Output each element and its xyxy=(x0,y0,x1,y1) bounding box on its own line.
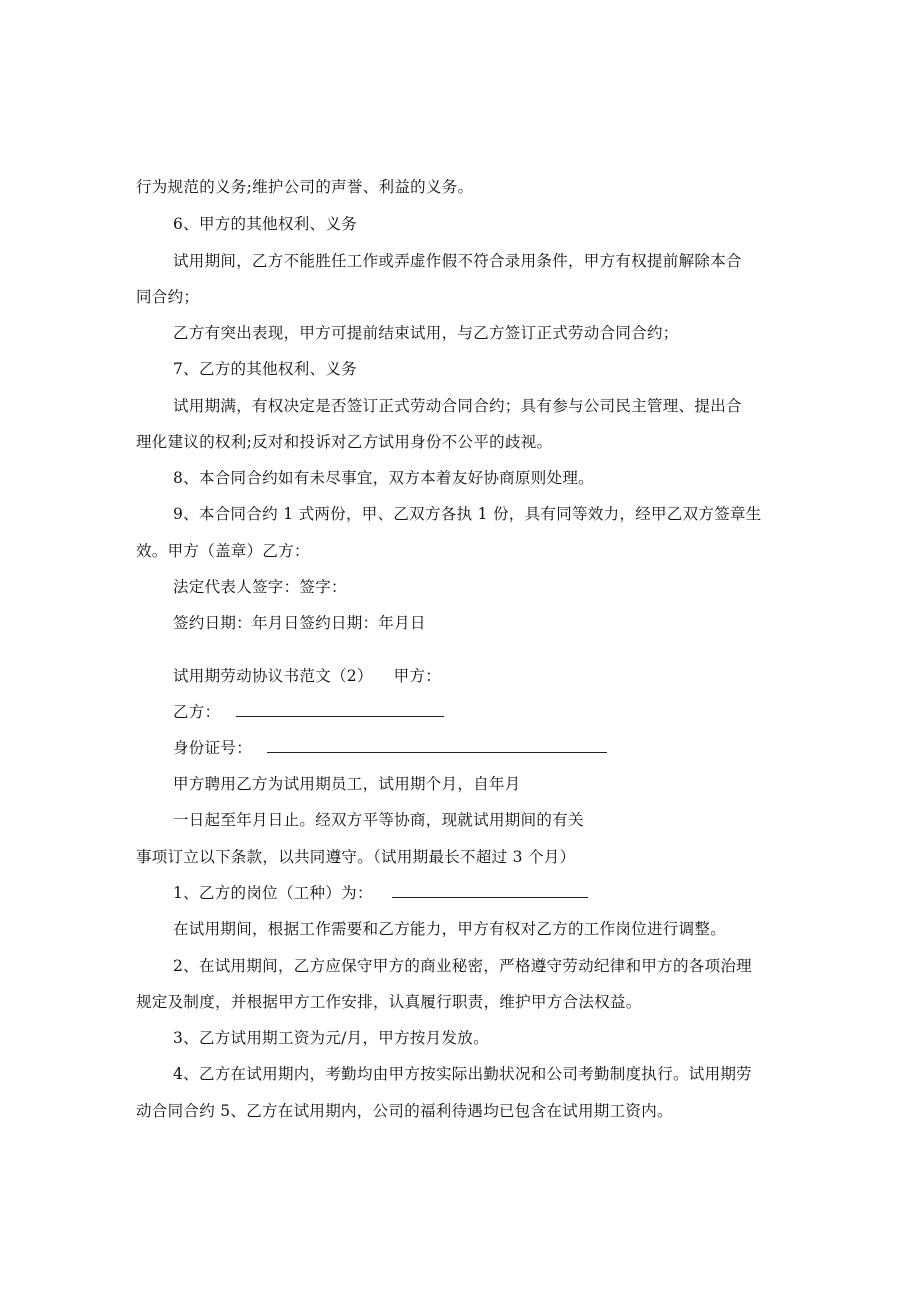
section-title: 试用期劳动协议书范文（2） 甲方： xyxy=(173,667,442,685)
text-line: 甲方聘用乙方为试用期员工，试用期个月，自年月 xyxy=(173,775,521,793)
text-line: 3、乙方试用期工资为元/月，甲方按月发放。 xyxy=(173,1029,489,1047)
text-line: 一日起至年月日止。经双方平等协商，现就试用期间的有关 xyxy=(173,811,584,829)
section-heading: 7、乙方的其他权利、义务 xyxy=(173,360,357,378)
text-line: 签约日期：年月日签约日期：年月日 xyxy=(173,614,426,632)
text-line: 行为规范的义务;维护公司的声誉、利益的义务。 xyxy=(136,178,474,196)
text-line: 9、本合同合约 1 式两份，甲、乙双方各执 1 份，具有同等效力，经甲乙双方签章生 xyxy=(173,505,762,523)
position-blank xyxy=(392,882,588,898)
section-heading: 6、甲方的其他权利、义务 xyxy=(173,215,357,233)
text-line: 试用期间，乙方不能胜任工作或弄虚作假不符合录用条件，甲方有权提前解除本合 xyxy=(173,252,742,270)
id-number-blank xyxy=(267,737,607,753)
text-line: 效。甲方（盖章）乙方： xyxy=(136,542,310,560)
text-line: 规定及制度，并根据甲方工作安排，认真履行职责，维护甲方合法权益。 xyxy=(136,993,642,1011)
text-line: 2、在试用期间，乙方应保守甲方的商业秘密，严格遵守劳动纪律和甲方的各项治理 xyxy=(173,957,752,975)
text-line: 8、本合同合约如有未尽事宜，双方本着友好协商原则处理。 xyxy=(173,469,594,487)
position-label: 1、乙方的岗位（工种）为： xyxy=(173,884,373,902)
position-row xyxy=(173,882,588,904)
text-line: 试用期满，有权决定是否签订正式劳动合同合约；具有参与公司民主管理、提出合 xyxy=(173,397,742,415)
text-line: 动合同合约 5、乙方在试用期内，公司的福利待遇均已包含在试用期工资内。 xyxy=(136,1102,673,1120)
id-number-row xyxy=(173,737,607,759)
text-line: 理化建议的权利;反对和投诉对乙方试用身份不公平的歧视。 xyxy=(136,433,553,451)
text-line: 同合约； xyxy=(136,288,200,306)
text-line: 事项订立以下条款，以共同遵守。（试用期最长不超过 3 个月） xyxy=(136,848,576,866)
text-line: 法定代表人签字：签字： xyxy=(173,578,347,596)
id-number-label: 身份证号： xyxy=(173,739,253,757)
party-b-blank xyxy=(236,701,444,717)
text-line: 在试用期间，根据工作需要和乙方能力，甲方有权对乙方的工作岗位进行调整。 xyxy=(173,920,727,938)
party-b-row xyxy=(173,701,444,723)
party-b-label: 乙方： xyxy=(173,703,221,721)
text-line: 乙方有突出表现，甲方可提前结束试用，与乙方签订正式劳动合同合约； xyxy=(173,324,679,342)
text-line: 4、乙方在试用期内，考勤均由甲方按实际出勤状况和公司考勤制度执行。试用期劳 xyxy=(173,1065,752,1083)
